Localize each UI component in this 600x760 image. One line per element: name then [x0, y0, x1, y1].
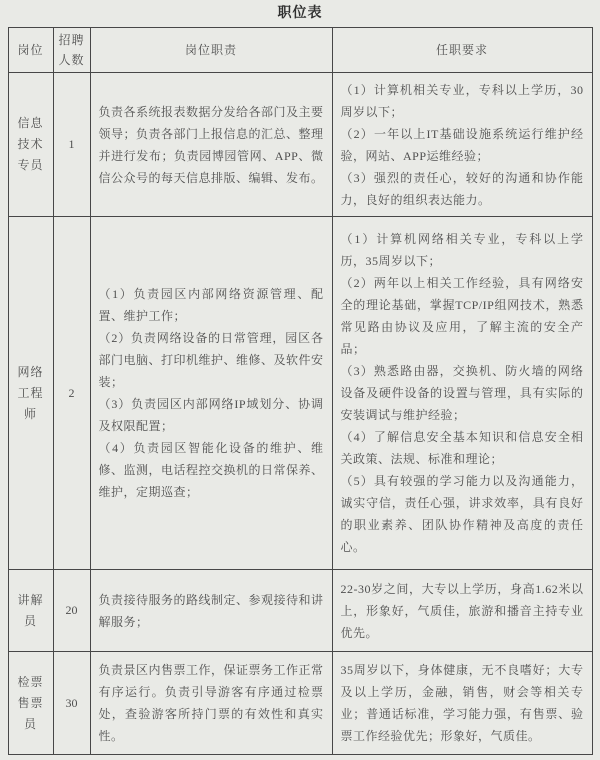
duties-cell: [90, 217, 332, 570]
header-requirements: 任职要求: [332, 28, 592, 73]
duties-cell: [90, 652, 332, 755]
header-position: 岗位: [8, 28, 53, 73]
duties-cell: [90, 570, 332, 652]
requirements-cell: [332, 73, 592, 217]
position-cell: 讲解员: [8, 570, 53, 652]
headcount-cell: 2: [53, 217, 90, 570]
job-position-table: [8, 27, 593, 755]
requirement-paragraph: （1）计算机网络相关专业，专科以上学历，35周岁以下；: [340, 232, 584, 268]
requirements-cell: [332, 217, 592, 570]
requirement-paragraph: （3）强烈的责任心，较好的沟通和协作能力，良好的组织表达能力。: [340, 170, 584, 207]
header-duties: 岗位职责: [90, 28, 332, 73]
requirement-paragraph: （1）计算机相关专业，专科以上学历，30周岁以下；: [340, 82, 584, 119]
duties-cell: [90, 73, 332, 217]
requirement-paragraph: （2）两年以上相关工作经验，具有网络安全的理论基础，掌握TCP/IP组网技术，熟悉常见路由协议及应用，了解主流的安全产品；: [340, 276, 584, 356]
headcount-cell: 1: [53, 73, 90, 217]
position-cell: 信息技术专员: [8, 73, 53, 217]
page-title: 职位表: [277, 6, 323, 21]
requirement-paragraph: （5）具有较强的学习能力以及沟通能力，诚实守信，责任心强，讲求效率，具有良好的职业素养、团队协作精神及高度的责任心。: [340, 474, 584, 554]
duty-paragraph: 负责接待服务的路线制定、参观接待和讲解服务；: [98, 592, 324, 629]
duty-paragraph: （1）负责园区内部网络资源管理、配置、维护工作；: [98, 287, 324, 323]
requirement-paragraph: 22-30岁之间，大专以上学历，身高1.62米以上，形象好，气质佳，旅游和播音主持专业优先。: [340, 581, 584, 640]
requirement-paragraph: 35周岁以下，身体健康，无不良嗜好；大专及以上学历，金融，销售，财会等相关专业；普通话标准，学习能力强，有售票、验票工作经验优先；形象好，气质佳。: [340, 663, 584, 743]
duty-paragraph: 负责景区内售票工作，保证票务工作正常有序运行。负责引导游客有序通过检票处，查验游客所持门票的有效性和真实性。: [98, 663, 324, 743]
requirements-cell: [332, 570, 592, 652]
position-cell: 网络工程师: [8, 217, 53, 570]
table-row: [8, 652, 592, 755]
headcount-cell: 30: [53, 652, 90, 755]
duty-paragraph: 负责各系统报表数据分发给各部门及主要领导；负责各部门上报信息的汇总、整理并进行发布；负责园博园管网、APP、微信公众号的每天信息排版、编辑、发布。: [98, 104, 324, 185]
table-row: [8, 217, 592, 570]
duty-paragraph: （3）负责园区内部网络IP域划分、协调及权限配置；: [98, 397, 324, 433]
requirement-paragraph: （4）了解信息安全基本知识和信息安全相关政策、法规、标准和理论；: [340, 430, 584, 466]
requirement-paragraph: （3）熟悉路由器，交换机、防火墙的网络设备及硬件设备的设置与管理，具有实际的安装调试与维护经验；: [340, 364, 584, 422]
duty-paragraph: （4）负责园区智能化设备的维护、维修、监测，电话程控交换机的日常保养、维护，定期巡查；: [98, 441, 324, 499]
requirement-paragraph: （2）一年以上IT基础设施系统运行维护经验，网站、APP运维经验；: [340, 126, 584, 163]
duty-paragraph: （2）负责网络设备的日常管理，园区各部门电脑、打印机维护、维修、及软件安装；: [98, 331, 324, 389]
header-headcount: 招聘人数: [53, 28, 90, 73]
header-row: [8, 28, 592, 73]
headcount-cell: 20: [53, 570, 90, 652]
table-row: [8, 570, 592, 652]
table-row: [8, 73, 592, 217]
position-cell: 检票售票员: [8, 652, 53, 755]
requirements-cell: [332, 652, 592, 755]
